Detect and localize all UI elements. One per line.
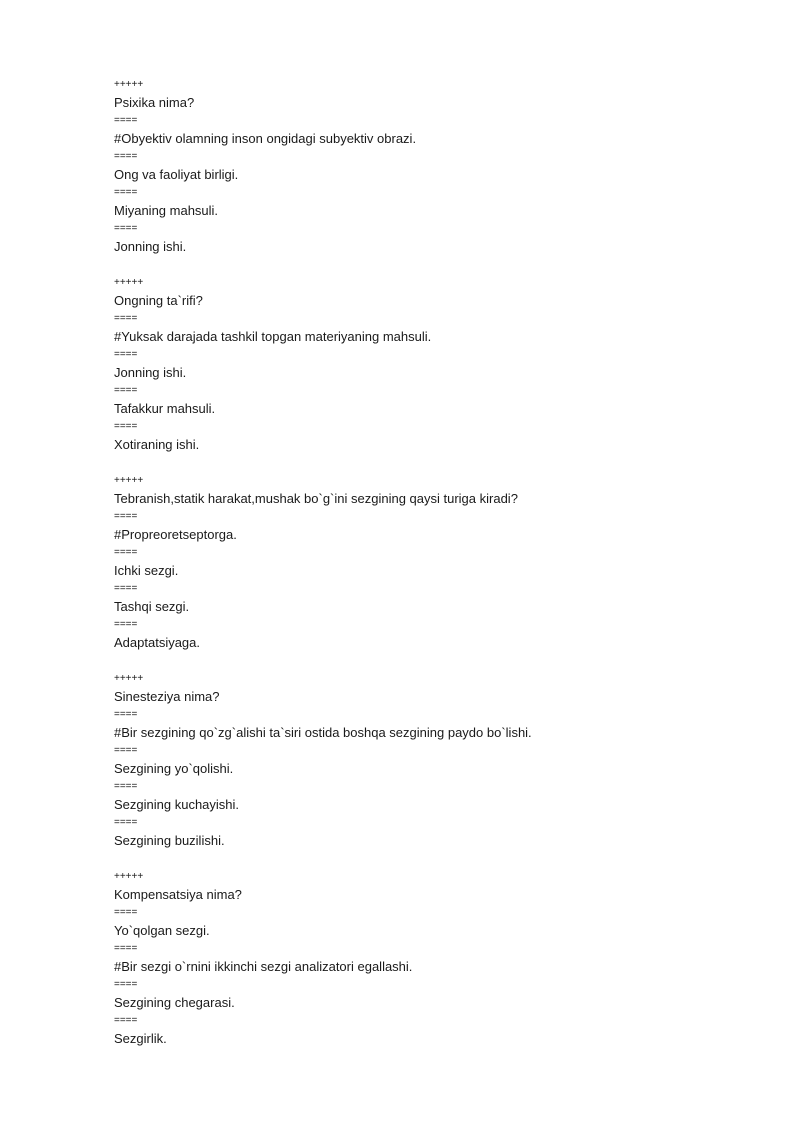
question-block	[114, 670, 754, 850]
question-marker: +++++	[114, 277, 144, 288]
answer-separator: ====	[114, 115, 138, 126]
answer-option: Ichki sezgi.	[114, 563, 179, 578]
question-text: Psixika nima?	[114, 95, 195, 110]
question-marker: +++++	[114, 871, 144, 882]
question-marker: +++++	[114, 79, 144, 90]
answer-option: Yo`qolgan sezgi.	[114, 923, 210, 938]
answer-separator: ====	[114, 907, 138, 918]
answer-option: #Bir sezgining qo`zg`alishi ta`siri ostida boshqa sezgining paydo bo`lishi.	[114, 725, 532, 740]
answer-separator: ====	[114, 421, 138, 432]
answer-separator: ====	[114, 511, 138, 522]
answer-option: #Bir sezgi o`rnini ikkinchi sezgi analizatori egallashi.	[114, 959, 413, 974]
question-block	[114, 868, 754, 1048]
answer-option: Jonning ishi.	[114, 365, 187, 380]
answer-option: Miyaning mahsuli.	[114, 203, 219, 218]
answer-option: Sezgirlik.	[114, 1031, 167, 1046]
answer-separator: ====	[114, 349, 138, 360]
question-text: Ongning ta`rifi?	[114, 293, 203, 308]
question-marker: +++++	[114, 673, 144, 684]
answer-option: Adaptatsiyaga.	[114, 635, 201, 650]
question-text: Sinesteziya nima?	[114, 689, 220, 704]
answer-separator: ====	[114, 151, 138, 162]
answer-option: Sezgining yo`qolishi.	[114, 761, 234, 776]
answer-separator: ====	[114, 709, 138, 720]
answer-option: Tafakkur mahsuli.	[114, 401, 216, 416]
answer-separator: ====	[114, 943, 138, 954]
answer-separator: ====	[114, 781, 138, 792]
answer-option: Xotiraning ishi.	[114, 437, 200, 452]
test-question-list	[114, 76, 754, 1066]
answer-separator: ====	[114, 745, 138, 756]
answer-separator: ====	[114, 385, 138, 396]
answer-option: Sezgining buzilishi.	[114, 833, 225, 848]
answer-separator: ====	[114, 223, 138, 234]
answer-option: #Propreoretseptorga.	[114, 527, 237, 542]
answer-separator: ====	[114, 979, 138, 990]
answer-option: Ong va faoliyat birligi.	[114, 167, 239, 182]
answer-separator: ====	[114, 619, 138, 630]
answer-separator: ====	[114, 187, 138, 198]
answer-separator: ====	[114, 1015, 138, 1026]
question-block	[114, 472, 754, 652]
answer-separator: ====	[114, 583, 138, 594]
answer-option: Sezgining chegarasi.	[114, 995, 235, 1010]
answer-option: #Obyektiv olamning inson ongidagi subyektiv obrazi.	[114, 131, 417, 146]
answer-option: Sezgining kuchayishi.	[114, 797, 240, 812]
question-marker: +++++	[114, 475, 144, 486]
question-block	[114, 274, 754, 454]
answer-option: Tashqi sezgi.	[114, 599, 190, 614]
answer-separator: ====	[114, 313, 138, 324]
answer-separator: ====	[114, 817, 138, 828]
answer-option: #Yuksak darajada tashkil topgan materiyaning mahsuli.	[114, 329, 432, 344]
question-block	[114, 76, 754, 256]
answer-option: Jonning ishi.	[114, 239, 187, 254]
answer-separator: ====	[114, 547, 138, 558]
question-text: Tebranish,statik harakat,mushak bo`g`ini sezgining qaysi turiga kiradi?	[114, 491, 518, 506]
question-text: Kompensatsiya nima?	[114, 887, 242, 902]
